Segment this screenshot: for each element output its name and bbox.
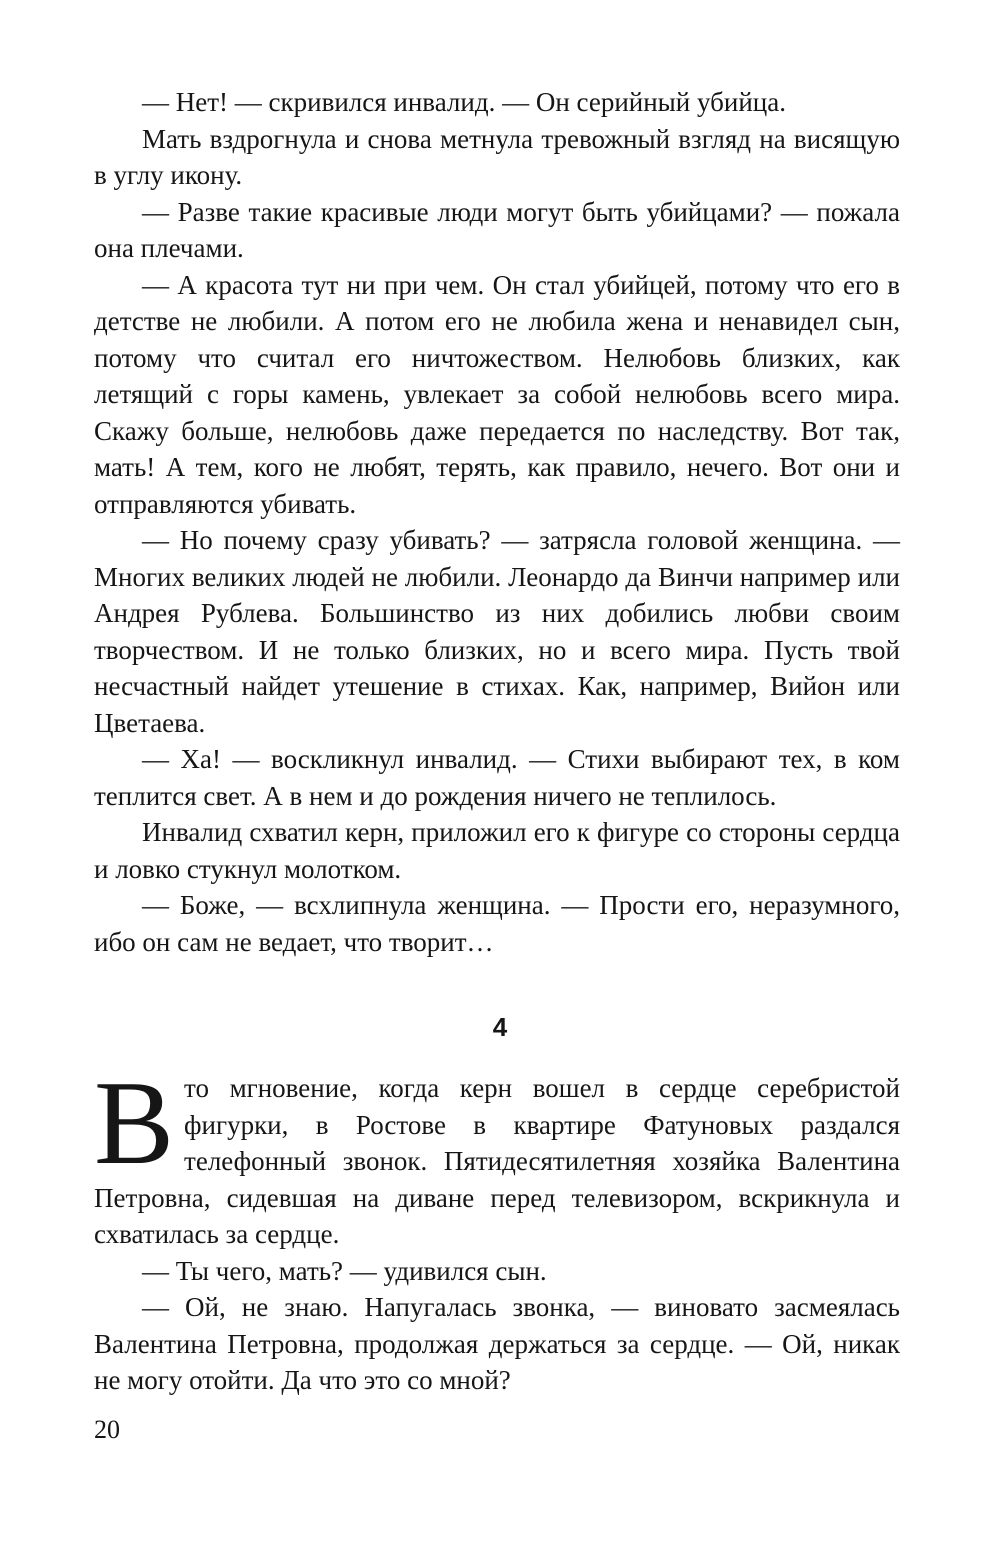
chapter-opening-paragraph [94,1056,900,1253]
paragraph: — Боже, — всхлипнула женщина. — Прости его, неразумного, ибо он сам не ведает, что творит… [94,890,900,957]
paragraph: — Нет! — скривился инвалид. — Он серийный убийца. [142,87,786,117]
paragraph: — Но почему сразу убивать? — затрясла головой женщина. — Многих великих людей не любили. Леонардо да Винчи например или Андрея Рублева. Большинство из них добились любви своим творчеством. И не только близких, но и всего мира. Пусть твой несчастный найдет утешение в стихах. Как, например, Вийон или Цветаева. [94,525,900,738]
paragraph: Мать вздрогнула и снова метнула тревожный взгляд на висящую в углу икону. [94,123,900,190]
page-number: 20 [94,1415,120,1444]
paragraph: — А красота тут ни при чем. Он стал убийцей, потому что его в детстве не любили. А потом его не любила жена и ненавидел сын, потому что считал его ничтожеством. Нелюбовь близких, как летящий с горы камень, увлекает за собой нелюбовь всего мира. Скажу больше, нелюбовь даже передается по наследству. Вот так, мать! А тем, кого не любят, терять, как правило, нечего. Вот они и отправляются убивать. [94,269,900,519]
paragraph: — Разве такие красивые люди могут быть убийцами? — пожала она плечами. [94,196,900,263]
text-block-top [94,84,900,960]
chapter-number: 4 [492,1012,508,1042]
paragraph: — Ты чего, мать? — удивился сын. [142,1255,547,1286]
paragraph: — Ха! — воскликнул инвалид. — Стихи выбирают тех, в ком теплится свет. А в нем и до рождения ничего не теплилось. [94,744,900,811]
text-block-bottom [94,1056,900,1399]
drop-cap: В [94,1056,175,1189]
paragraph: Инвалид схватил керн, приложил его к фигуре со стороны сердца и ловко стукнул молотком. [94,817,900,884]
paragraph: — Ой, не знаю. Напугалась звонка, — виновато засмеялась Валентина Петровна, продолжая держаться за сердце. — Ой, никак не могу отойти. Да что это со мной? [94,1292,900,1395]
opening-paragraph-text: то мгновение, когда керн вошел в сердце серебристой фигурки, в Ростове в квартире Фатуновых раздался телефонный звонок. Пятидесятилетняя хозяйка Валентина Петровна, сидевшая на диване перед телевизором, вскрикнула и схватилась за сердце. [94,1073,900,1249]
